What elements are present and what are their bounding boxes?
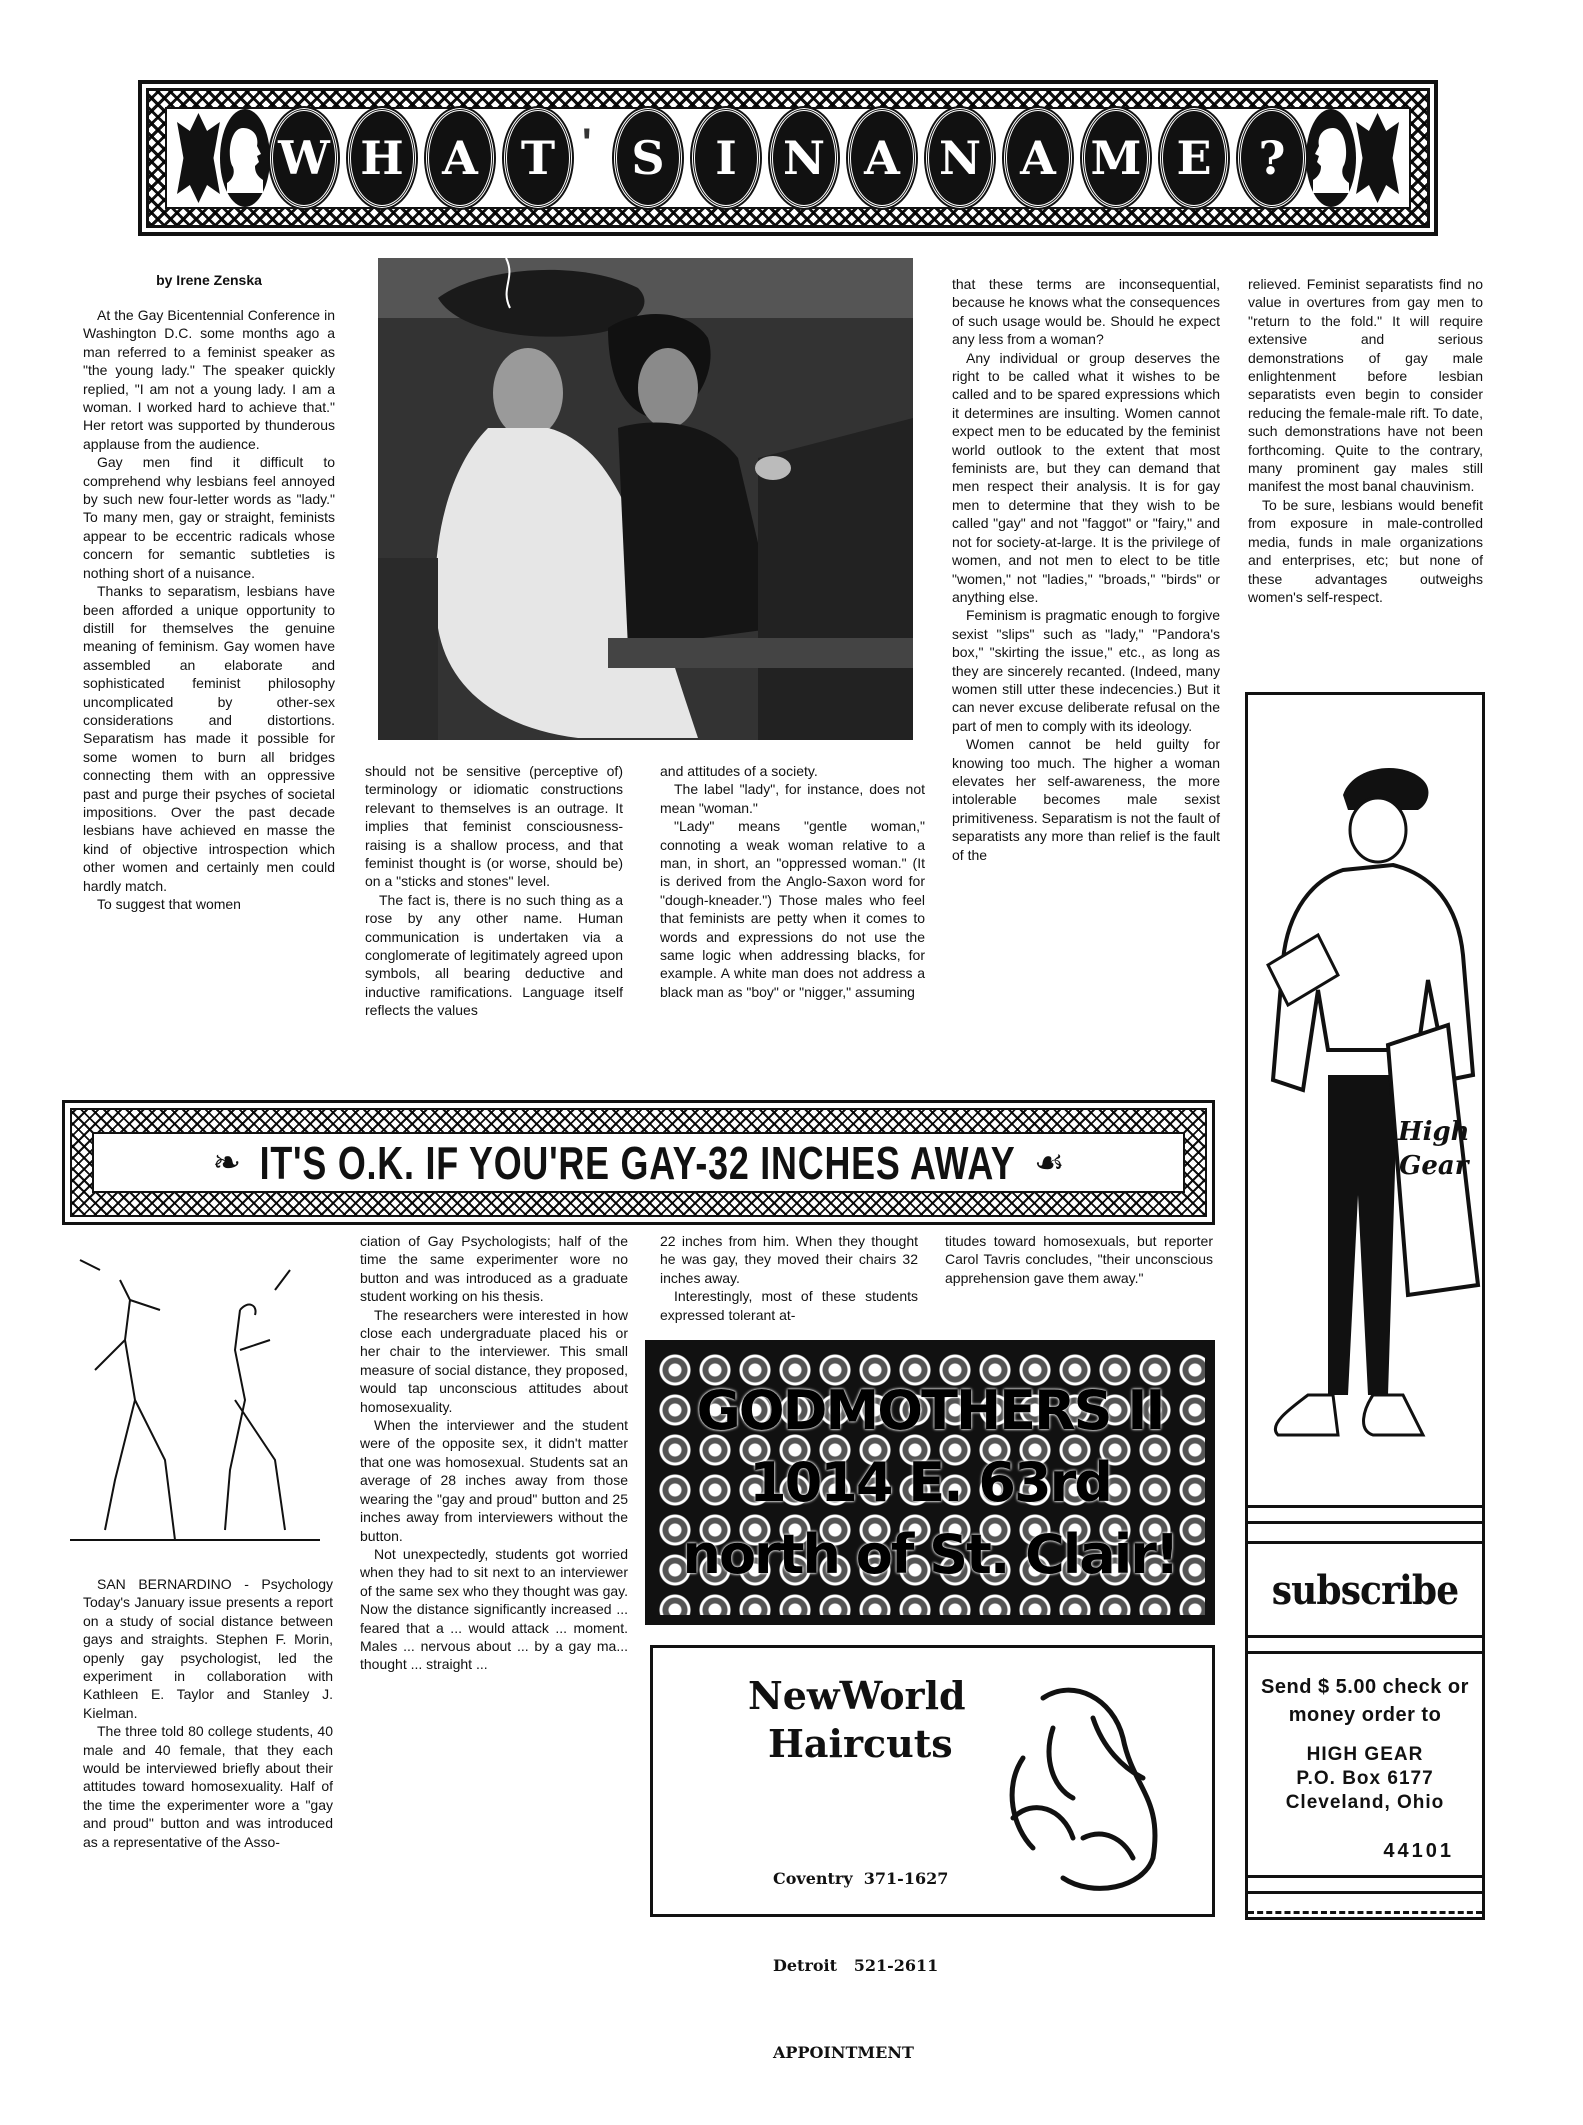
flourish-ornament-right	[1356, 113, 1399, 203]
title-letter: S	[614, 108, 682, 208]
title-letter: '	[582, 121, 592, 165]
paragraph: Gay men find it difficult to comprehend why lesbians feel annoyed by such new four-letter words as "lady." To many men, gay or straight, feminists appear to be eccentric radicals whose concern for semantic subtleties is nothing short of a nuisance.	[83, 454, 335, 581]
paragraph: When the interviewer and the student were of the opposite sex, it didn't matter that one was homosexual. Students sat an average of 28 inches away from those wearing the "gay and proud" button and 25 inches away from interviewers without the button.	[360, 1417, 628, 1544]
headline: IT'S O.K. IF YOU'RE GAY-32 INCHES AWAY	[259, 1136, 1016, 1189]
apron-text-line1: High	[1398, 1117, 1470, 1147]
paragraph: The fact is, there is no such thing as a rose by any other name. Human communication is undertaken via a conglomerate of legitimately agreed upon symbols, all bearing deductive and inductive ramifications. Language itself reflects the values	[365, 891, 623, 1019]
title-letter: A	[1004, 108, 1072, 208]
article-column-5	[1248, 275, 1483, 606]
leaf-ornament-icon: ☙	[1034, 1142, 1065, 1183]
paragraph: 22 inches from him. When they thought he was gay, they moved their chairs 32 inches away.	[660, 1233, 918, 1286]
title-letter: W	[270, 108, 338, 208]
godmothers-location: north of St. Clair!	[682, 1522, 1178, 1586]
godmothers-name: GODMOTHERS II	[696, 1378, 1164, 1442]
godmothers-address: 1014 E. 63rd	[749, 1450, 1111, 1514]
high-gear-subscribe-ad	[1245, 692, 1485, 1920]
godmothers-ad	[645, 1340, 1215, 1625]
cameo-silhouette-icon	[220, 109, 270, 207]
location-detroit: Detroit 521-2611	[773, 1956, 939, 1975]
title-letter: N	[770, 108, 838, 208]
woman-portrait-illustration	[983, 1668, 1183, 1898]
paragraph: SAN BERNARDINO - Psychology Today's January issue presents a report on a study of social distance between gays and straights. Stephen F. Morin, openly gay psychologist, led the experiment in collaboration with Kathleen E. Taylor and Stanley J. Kielman.	[83, 1576, 333, 1721]
paragraph: To suggest that women	[97, 896, 241, 912]
story-column-2	[360, 1232, 628, 1674]
send-payment-text: Send $ 5.00 check or money order to	[1261, 1676, 1469, 1726]
paragraph: The label "lady", for instance, does not mean "woman."	[660, 781, 925, 816]
paragraph: should not be sensitive (perceptive of) terminology or idiomatic constructions relevant to themselves is an outrage. It implies that feminist consciousness-raising is a shallow process, and that feminist thought is (or worse, should be) on a "sticks and stones" level.	[365, 763, 623, 890]
title-letter: T	[504, 108, 572, 208]
address-po-box: P.O. Box 6177	[1296, 1768, 1434, 1789]
apron-logo	[1398, 1115, 1470, 1183]
new-world-logo	[748, 1672, 966, 1768]
article-column-4	[952, 275, 1220, 864]
title-letter: I	[692, 108, 760, 208]
article-column-1	[83, 306, 335, 913]
address-name: HIGH GEAR	[1306, 1744, 1424, 1765]
article-column-3	[660, 762, 925, 1001]
address-city: Cleveland, Ohio	[1285, 1792, 1445, 1813]
paragraph: Feminism is pragmatic enough to forgive sexist "slips" such as "lady," "Pandora's box," "skirting the issue," etc., as long as they are sincerely recanted. (Indeed, many women still utter these indecencies.) But it can never excuse deliberate refusal on the part of men to comply with its ideology.	[952, 607, 1220, 734]
logo-line2: Haircuts	[768, 1721, 953, 1766]
sketch-figures-illustration	[60, 1240, 335, 1560]
cameo-silhouette-icon	[1306, 109, 1356, 207]
title-letter: E	[1160, 108, 1228, 208]
location-coventry: Coventry 371-1627	[773, 1869, 949, 1888]
title-banner	[138, 80, 1438, 236]
paragraph: titudes toward homosexuals, but reporter Carol Tavris concludes, "their unconscious apprehension gave them away."	[945, 1233, 1213, 1286]
flourish-ornament-left	[177, 113, 220, 203]
title-letter: H	[348, 108, 416, 208]
logo-line1: NewWorld	[748, 1673, 966, 1718]
paragraph: and attitudes of a society.	[660, 763, 818, 779]
title-strip	[165, 107, 1411, 209]
paragraph: Any individual or group deserves the right to be called what it wishes to be called and to be spared expressions which it determines are insulting. Women cannot expect men to be educated by the feminist world outlook to the extent that most feminists are, but they can demand that men respect their analysis. It is for gay men to determine that they wish to be called "gay" and not "faggot" or "fairy," and not for society-at-large. It is the privilege of women, and not men to elect to be title "women," not "ladies," "broads," "birds" or anything else.	[952, 349, 1220, 605]
paragraph: that these terms are inconsequential, because he knows what the consequences of such usage would be. Should he expect any less from a woman?	[952, 276, 1220, 348]
paragraph: ciation of Gay Psychologists; half of the time the same experimenter wore no button and was introduced as a graduate student working on his thesis.	[360, 1233, 628, 1305]
title-letters	[270, 108, 1306, 208]
paragraph: Interestingly, most of these students expressed tolerant at-	[660, 1288, 918, 1323]
paragraph: The researchers were interested in how close each undergraduate placed his or her chair to the interviewer. This small measure of social distance, they proposed, would tap unconscious attitudes about homosexuality.	[360, 1306, 628, 1415]
title-letter: M	[1082, 108, 1150, 208]
article-column-2	[365, 762, 623, 1020]
title-letter: ?	[1238, 108, 1306, 208]
mailing-address	[1254, 1743, 1476, 1815]
paragraph: The three told 80 college students, 40 male and 40 female, that they each would be interviewed briefly about their attitudes toward homosexuality. Half of the time the experimenter wore a "gay and proud" button and was introduced as a representative of the Asso-	[83, 1723, 333, 1850]
byline: by Irene Zenska	[156, 272, 262, 288]
apron-text-line2: Gear	[1399, 1151, 1469, 1181]
headline-banner	[62, 1100, 1215, 1225]
paragraph: At the Gay Bicentennial Conference in Washington D.C. some months ago a man referred to a feminist speaker as "the young lady." The speaker quickly replied, "I am not a young lady. I am a woman. I worked hard to achieve that." Her retort was supported by thunderous applause from the audience.	[83, 307, 335, 452]
appointment-text: APPOINTMENT	[773, 2043, 914, 2062]
salon-locations	[773, 1806, 948, 2125]
paragraph: Women cannot be held guilty for knowing too much. The higher a woman elevates her self-awareness, the more intolerable becomes male sexist primitiveness. Separatism is not the fault of separatists any more than relief is the fault of the	[952, 736, 1220, 863]
paragraph: "Lady" means "gentle woman," connoting a weak woman relative to a man, in short, an "oppressed woman." (It is derived from the Anglo-Saxon word for "dough-kneader.") Those males who feel that feminists are petty when it comes to words and expressions do not use the same logic when addressing blacks, for example. A white man does not address a black man as "boy" or "nigger," assuming	[660, 818, 925, 1000]
paragraph: To be sure, lesbians would benefit from exposure in male-controlled media, funds in male organizations and enterprises, etc; but none of these advantages outweighs women's self-respect.	[1248, 496, 1483, 605]
title-letter: A	[848, 108, 916, 208]
paragraph: Not unexpectedly, students got worried when they had to sit next to an interviewer of the same sex who they thought was gay. Now the distance significantly increased ... feared that a ... would attack ... moment. Males ... nervous about ... by a gay ma... thought ... straight ...	[360, 1545, 628, 1673]
story-column-1	[83, 1575, 333, 1851]
article-photo-women-at-piano	[378, 258, 913, 740]
title-letter: A	[426, 108, 494, 208]
story-column-4	[945, 1232, 1213, 1287]
story-column-3	[660, 1232, 918, 1324]
subscribe-heading: subscribe	[1271, 1566, 1459, 1614]
paragraph: Thanks to separatism, lesbians have been afforded a unique opportunity to distill for themselves the genuine meaning of feminism. Gay women have assembled an elaborate and sophisticated feminist philosophy uncomplicated by other-sex considerations and distortions. Separatism has made it possible for some women to burn all bridges connecting them with an oppressive past and purge their psyches of societal impositions. Over the past decade lesbians have achieved en masse the kind of objective introspection which other women and certainly men could hardly match.	[83, 583, 335, 894]
paragraph: relieved. Feminist separatists find no value in overtures from gay men to "return to the fold." It will require extensive and serious demonstrations of gay male enlightenment before lesbian separatists even begin to consider reducing the female-male rift. To date, such demonstrations have not been forthcoming. Quite to the contrary, many prominent gay males still manifest the most banal chauvinism.	[1248, 276, 1483, 495]
address-zip: 44101	[1383, 1840, 1454, 1862]
new-world-haircuts-ad	[650, 1645, 1215, 2062]
newsboy-illustration	[1248, 695, 1482, 1525]
leaf-ornament-icon: ❧	[212, 1142, 241, 1183]
title-letter: N	[926, 108, 994, 208]
